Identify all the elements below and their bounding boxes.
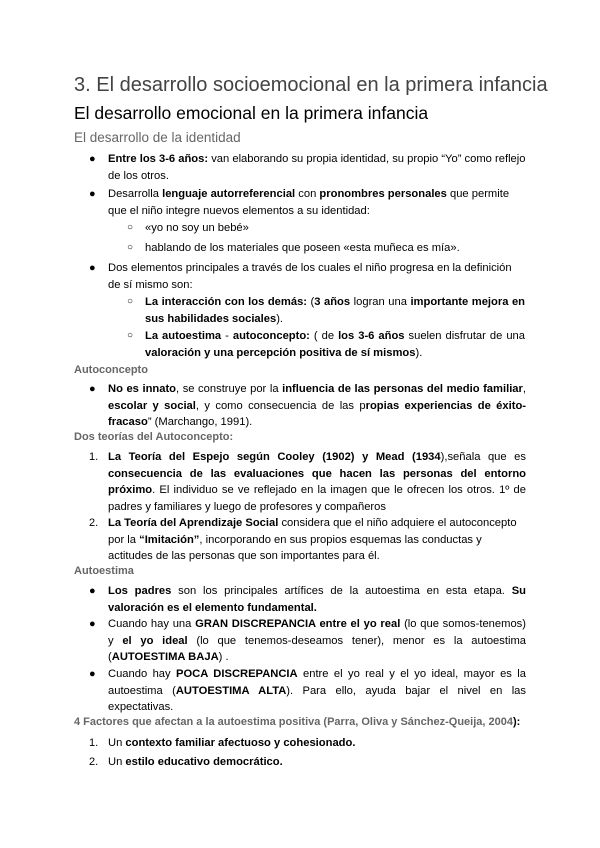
identidad-item-3: Dos elementos principales a través de los cuales el niño progresa en la definición de sí mismo son: [108, 262, 512, 291]
factor-item-2: Un estilo educativo democrático. [108, 756, 283, 768]
identidad-subitem: hablando de los materiales que poseen «esta muñeca es mía». [145, 242, 460, 254]
teoria-item-1: La Teoría del Espejo según Cooley (1902) y Mead (1934),señala que es consecuencia de las evaluaciones que hacen las personas del entorno próximo. El individuo se ve reflejado en la imagen que le ofrecen los otros. 1º de padres y familiares y luego de profesores y compañeros [108, 451, 526, 513]
list-number: 2. [89, 756, 99, 768]
bullet-marker: ● [89, 188, 96, 200]
identidad-subitem-interaccion: La interacción con los demás: (3 años logran una importante mejora en sus habilidades sociales). [145, 296, 526, 325]
autoconcepto-item-1: No es innato, se construye por la influencia de las personas del medio familiar, escolar y social, y como consecuencia de las propias experiencias de éxito-fracaso” (Marchango, 1991). [108, 383, 527, 429]
autoconcepto-heading: Autoconcepto [74, 364, 148, 376]
bullet-marker: ● [89, 383, 96, 395]
bullet-marker: ● [89, 262, 96, 274]
autoestima-item-3: Cuando hay POCA DISCREPANCIA entre el yo real y el yo ideal, mayor es la autoestima (AUTOESTIMA ALTA). Para ello, ayuda bajar el nivel en las expectativas. [108, 668, 526, 714]
identidad-subitem: «yo no soy un bebé» [145, 222, 249, 234]
bullet-marker: ● [89, 618, 96, 630]
list-number: 1. [89, 451, 99, 463]
list-number: 1. [89, 737, 99, 749]
teoria-item-2: La Teoría del Aprendizaje Social considera que el niño adquiere el autoconcepto por la “Imitación”, incorporando en sus propios esquemas las conductas y actitudes de las personas que son importantes para él. [108, 517, 517, 563]
identidad-item-1: Entre los 3-6 años: van elaborando su propia identidad, su propio “Yo” como reflejo de los otros. [108, 153, 526, 182]
list-number: 2. [89, 517, 99, 529]
sub-bullet-marker: ○ [127, 330, 134, 341]
autoestima-item-1: Los padres son los principales artífices de la autoestima en esta etapa. Su valoración es el elemento fundamental. [108, 585, 526, 614]
page-subtitle: El desarrollo emocional en la primera infancia [74, 103, 429, 123]
bullet-marker: ● [89, 585, 96, 597]
bullet-marker: ● [89, 153, 96, 165]
identidad-item-2: Desarrolla lenguaje autorreferencial con pronombres personales que permite que el niño integre nuevos elementos a su identidad: [108, 188, 510, 217]
autoestima-heading: Autoestima [74, 565, 134, 577]
dos-teorias-heading: Dos teorías del Autoconcepto: [74, 431, 234, 443]
factor-item-1: Un contexto familiar afectuoso y cohesionado. [108, 737, 356, 749]
sub-bullet-marker: ○ [127, 242, 134, 253]
identidad-subitem-autoestima: La autoestima - autoconcepto: ( de los 3-6 años suelen disfrutar de una valoración y una percepción positiva de sí mismos). [145, 330, 525, 359]
autoestima-item-2: Cuando hay una GRAN DISCREPANCIA entre el yo real (lo que somos-tenemos) y el yo ideal (lo que tenemos-deseamos tener), menor es la autoestima (AUTOESTIMA BAJA) . [108, 618, 526, 664]
sub-bullet-marker: ○ [127, 296, 134, 307]
factores-heading: 4 Factores que afectan a la autoestima positiva (Parra, Oliva y Sánchez-Queija, 2004): [74, 716, 521, 728]
page-title: 3. El desarrollo socioemocional en la primera infancia [74, 74, 548, 96]
bullet-marker: ● [89, 668, 96, 680]
sub-bullet-marker: ○ [127, 222, 134, 233]
section-heading: El desarrollo de la identidad [74, 130, 241, 145]
